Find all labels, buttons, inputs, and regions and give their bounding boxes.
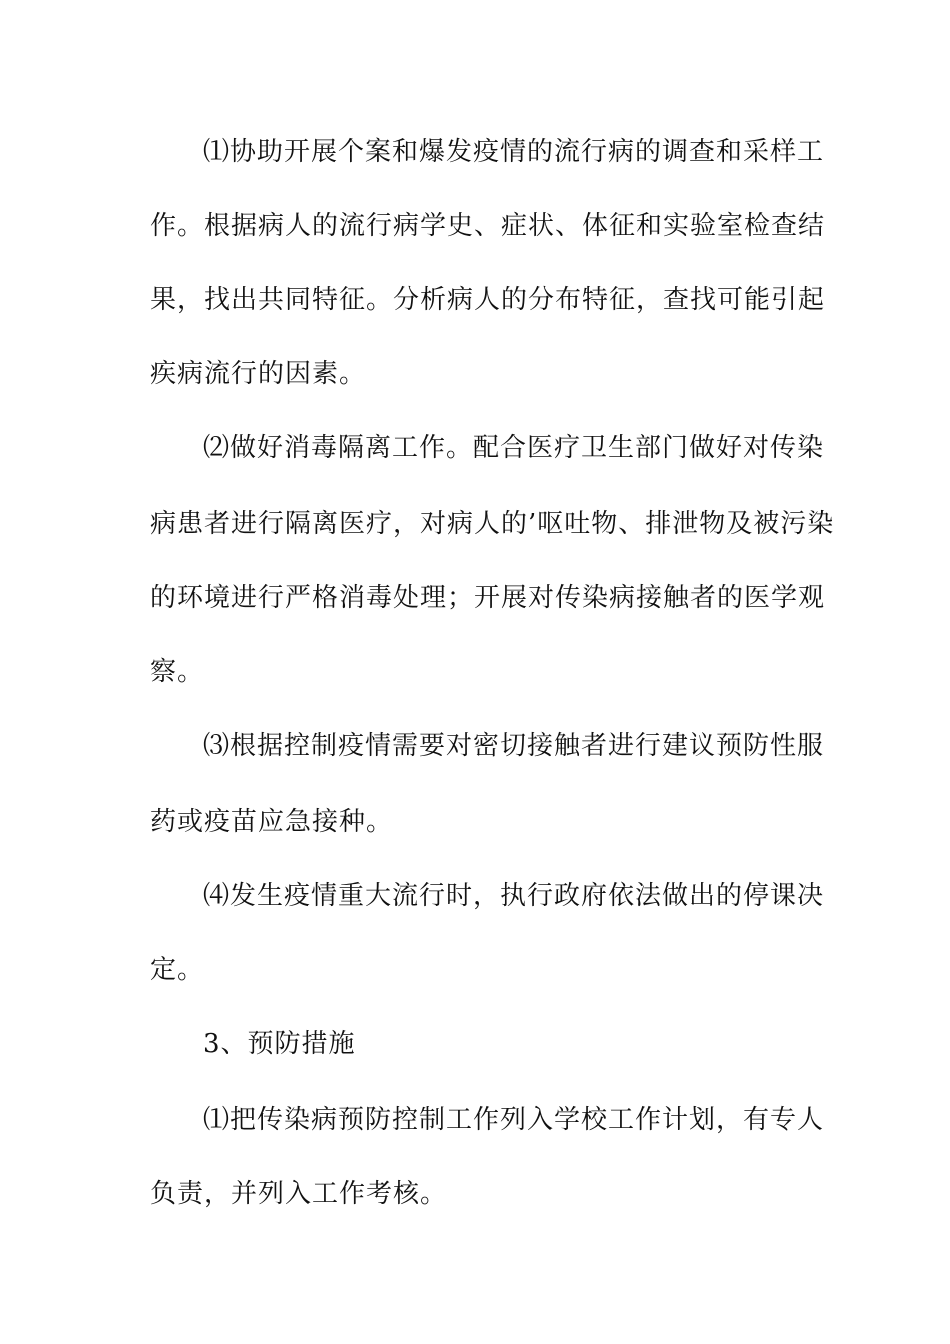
paragraph-1-line-2: 作。根据病人的流行病学史、症状、体征和实验室检查结 — [150, 211, 826, 241]
paragraph-1-line-4: 疾病流行的因素。 — [150, 359, 367, 389]
paragraph-4-line-1: ⑷发生疫情重大流行时，执行政府依法做出的停课决 — [203, 881, 825, 911]
paragraph-2-line-4: 察。 — [150, 657, 205, 687]
paragraph-1-line-3: 果，找出共同特征。分析病人的分布特征，查找可能引起 — [150, 285, 826, 315]
paragraph-2-line-3: 的环境进行严格消毒处理；开展对传染病接触者的医学观 — [150, 583, 826, 613]
paragraph-5-line-2: 负责，并列入工作考核。 — [150, 1179, 448, 1209]
paragraph-2-line-2: 病患者进行隔离医疗，对病人的’呕吐物、排泄物及被污染 — [150, 509, 835, 539]
paragraph-2-line-1: ⑵做好消毒隔离工作。配合医疗卫生部门做好对传染 — [203, 433, 825, 463]
paragraph-4-line-2: 定。 — [150, 955, 205, 985]
paragraph-3-line-2: 药或疫苗应急接种。 — [150, 807, 394, 837]
paragraph-3-line-1: ⑶根据控制疫情需要对密切接触者进行建议预防性服 — [203, 731, 825, 761]
section-heading: 3、预防措施 — [203, 1029, 356, 1059]
paragraph-1-line-1: ⑴协助开展个案和爆发疫情的流行病的调查和采样工 — [203, 137, 825, 167]
paragraph-5-line-1: ⑴把传染病预防控制工作列入学校工作计划，有专人 — [203, 1105, 825, 1135]
